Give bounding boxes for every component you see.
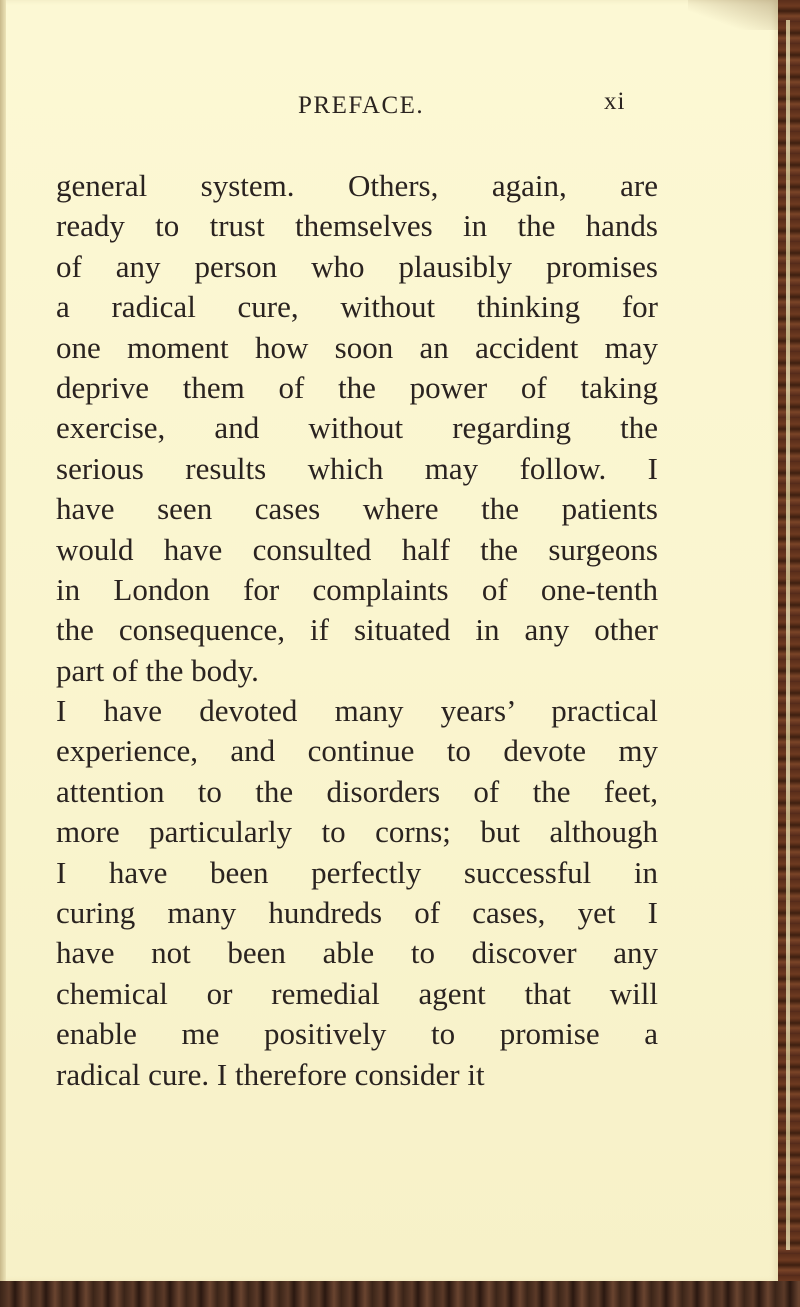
page-header	[0, 88, 778, 128]
text-line: the consequence, if situated in any other	[56, 612, 658, 648]
text-line: I have devoted many years’ practical	[56, 693, 658, 729]
book-cover-bottom	[0, 1281, 800, 1307]
text-line: I have been perfectly successful in	[56, 854, 658, 890]
body-text	[56, 166, 658, 1095]
book-spine	[778, 0, 800, 1307]
text-line: serious results which may follow. I	[56, 450, 658, 486]
page-left-edge	[0, 0, 6, 1282]
text-line: have seen cases where the patients	[56, 491, 658, 527]
text-line: radical cure. I therefore consider it	[56, 1056, 485, 1092]
text-line: deprive them of the power of taking	[56, 369, 658, 405]
text-line: part of the body.	[56, 652, 259, 688]
page-corner-shadow	[688, 0, 778, 30]
text-line: one moment how soon an accident may	[56, 329, 658, 365]
text-line: exercise, and without regarding the	[56, 410, 658, 446]
text-line: experience, and continue to devote my	[56, 733, 658, 769]
text-line: have not been able to discover any	[56, 935, 658, 971]
text-line: would have consulted half the surgeons	[56, 531, 658, 567]
text-line: of any person who plausibly promises	[56, 248, 658, 284]
text-line: curing many hundreds of cases, yet I	[56, 895, 658, 931]
text-line: attention to the disorders of the feet,	[56, 773, 658, 809]
text-line: ready to trust themselves in the hands	[56, 208, 658, 244]
text-line: general system. Others, again, are	[56, 168, 658, 203]
text-line: enable me positively to promise a	[56, 1016, 658, 1052]
text-line: in London for complaints of one-tenth	[56, 571, 658, 607]
page-stack-edge	[786, 20, 790, 1250]
text-line: more particularly to corns; but although	[56, 814, 658, 850]
running-title: PREFACE.	[298, 92, 425, 119]
page-number: xi	[604, 88, 626, 115]
text-line: a radical cure, without thinking for	[56, 289, 658, 325]
text-line: chemical or remedial agent that will	[56, 975, 658, 1011]
